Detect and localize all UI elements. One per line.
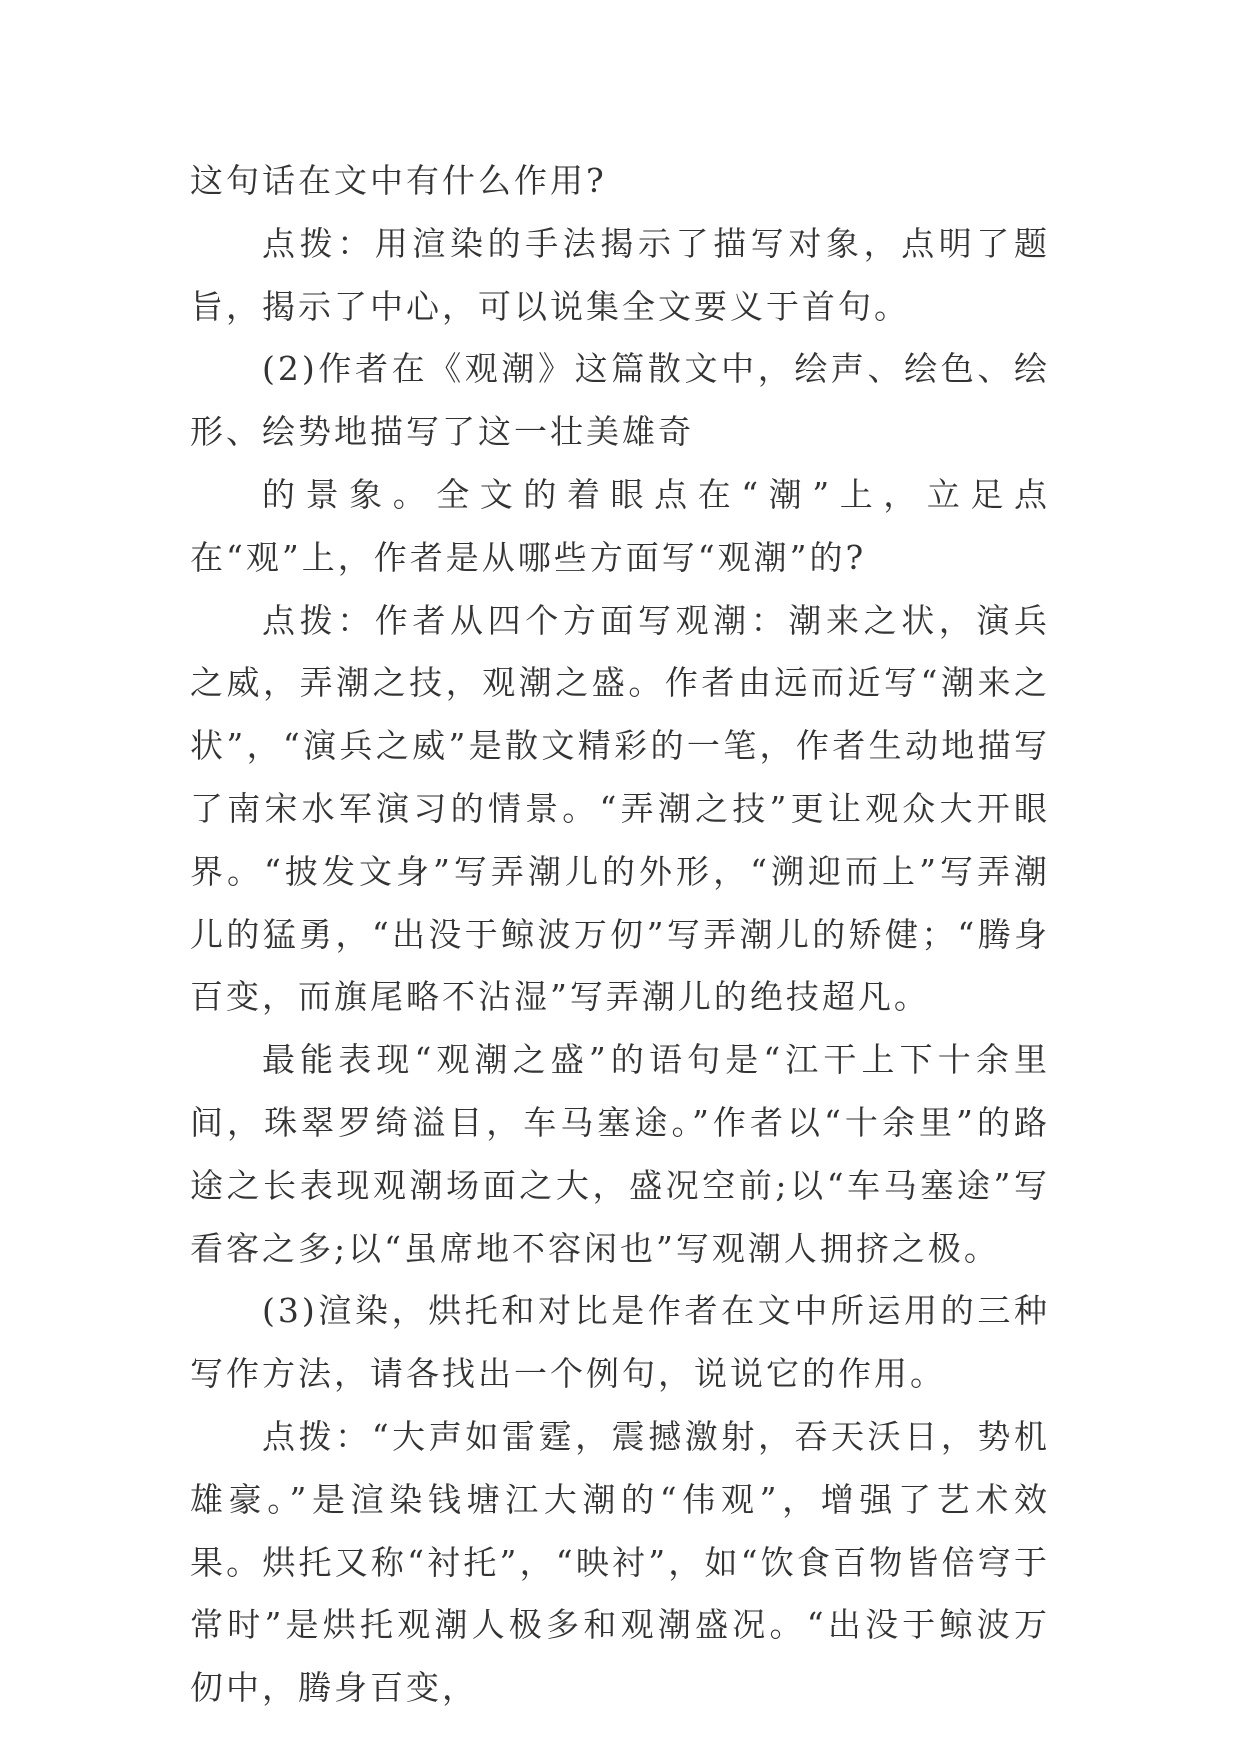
paragraph-hint-1: 点拨：用渲染的手法揭示了描写对象，点明了题旨，揭示了中心，可以说集全文要义于首句。 (190, 223, 1050, 326)
document-body (190, 150, 1050, 1720)
paragraph-hint-2: 点拨：作者从四个方面写观潮：潮来之状，演兵之威，弄潮之技，观潮之盛。作者由远而近写“潮来之状”，“演兵之威”是散文精彩的一笔，作者生动地描写了南宋水军演习的情景。“弄潮之技”更让观众大开眼界。“披发文身”写弄潮儿的外形，“溯迎而上”写弄潮儿的猛勇，“出没于鲸波万仞”写弄潮儿的矫健；“腾身百变，而旗尾略不沾湿”写弄潮儿的绝技超凡。 (190, 600, 1050, 1017)
paragraph-question-tail: 这句话在文中有什么作用? (190, 161, 607, 200)
paragraph-question-2: (2)作者在《观潮》这篇散文中，绘声、绘色、绘形、绘势地描写了这一壮美雄奇 (190, 349, 1050, 452)
paragraph-hint-3: 点拨：“大声如雷霆，震撼激射，吞天沃日，势机雄豪。”是渲染钱塘江大潮的“伟观”，增强了艺术效果。烘托又称“衬托”，“映衬”，如“饮食百物皆倍穹于常时”是烘托观潮人极多和观潮盛况。“出没于鲸波万仞中，腾身百变， (190, 1416, 1050, 1708)
paragraph-hint-2-cont: 最能表现“观潮之盛”的语句是“江干上下十余里间，珠翠罗绮溢目，车马塞途。”作者以“十余里”的路途之长表现观潮场面之大，盛况空前;以“车马塞途”写看客之多;以“虽席地不容闲也”写观潮人拥挤之极。 (190, 1040, 1050, 1268)
paragraph-question-2-cont: 的景象。全文的着眼点在“潮”上，立足点在“观”上，作者是从哪些方面写“观潮”的? (190, 474, 1050, 577)
paragraph-question-3: (3)渲染，烘托和对比是作者在文中所运用的三种写作方法，请各找出一个例句，说说它的作用。 (190, 1291, 1050, 1394)
